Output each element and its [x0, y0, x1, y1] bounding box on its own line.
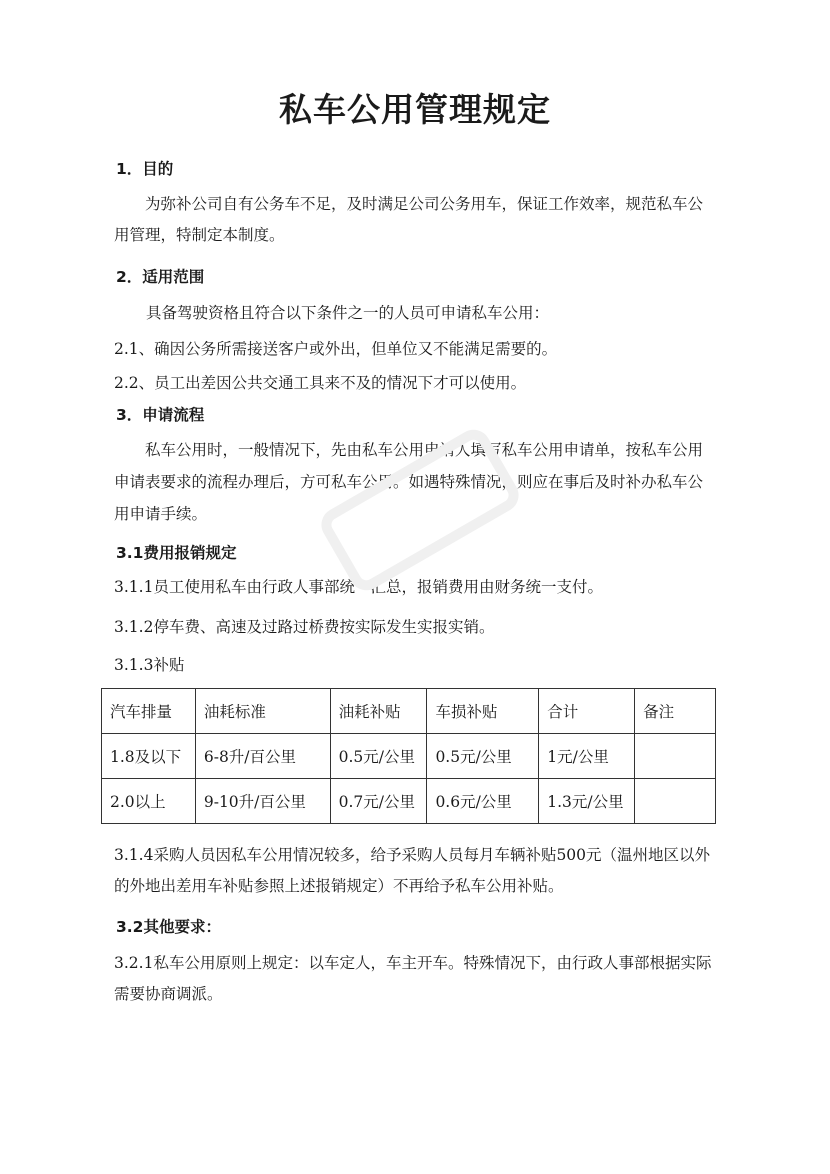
section-1-paragraph: 为弥补公司自有公务车不足，及时满足公司公务用车，保证工作效率，规范私车公用管理，特制定本制度。: [114, 195, 704, 244]
table-cell: 1.8及以下: [102, 734, 196, 779]
table-cell: 0.6元/公里: [427, 779, 539, 824]
table-cell: 0.7元/公里: [330, 779, 427, 824]
section-2-intro: 具备驾驶资格且符合以下条件之一的人员可申请私车公用：: [146, 304, 550, 322]
section-2-heading: 2．适用范围: [116, 268, 205, 286]
table-cell: 9-10升/百公里: [195, 779, 330, 824]
section-3-paragraph: 私车公用时，一般情况下，先由私车公用申请人填写私车公用申请单，按私车公用申请表要求的流程办理后，方可私车公用。如遇特殊情况，则应在事后及时补办私车公用申请手续。: [114, 441, 704, 523]
table-header-cell: 备注: [635, 689, 716, 734]
table-row: [102, 779, 716, 824]
table-header-cell: 汽车排量: [102, 689, 196, 734]
table-row: [102, 734, 716, 779]
section-3-1-2: 3.1.2停车费、高速及过路过桥费按实际发生实报实销。: [114, 618, 495, 636]
section-2-2: 2.2、员工出差因公共交通工具来不及的情况下才可以使用。: [114, 374, 527, 392]
table-header-cell: 合计: [539, 689, 635, 734]
section-3-heading: 3．申请流程: [116, 406, 205, 424]
table-cell: 6-8升/百公里: [195, 734, 330, 779]
table-header-cell: 油耗标准: [195, 689, 330, 734]
section-2-1: 2.1、确因公务所需接送客户或外出，但单位又不能满足需要的。: [114, 340, 558, 358]
table-cell: 2.0以上: [102, 779, 196, 824]
table-cell: [635, 779, 716, 824]
section-1-heading: 1．目的: [116, 160, 174, 178]
section-3-1-1: 3.1.1员工使用私车由行政人事部统一汇总，报销费用由财务统一支付。: [114, 578, 603, 596]
table-cell: 0.5元/公里: [330, 734, 427, 779]
section-3-2-1: 3.2.1私车公用原则上规定：以车定人，车主开车。特殊情况下，由行政人事部根据实际需要协商调派。: [114, 954, 712, 1003]
table-header-cell: 车损补贴: [427, 689, 539, 734]
subsidy-table: [101, 688, 716, 824]
table-header-row: [102, 689, 716, 734]
table-cell: 1元/公里: [539, 734, 635, 779]
table-cell: 1.3元/公里: [539, 779, 635, 824]
section-3-2-heading: 3.2其他要求：: [116, 918, 221, 936]
section-3-1-3: 3.1.3补贴: [114, 656, 185, 674]
page-title: 私车公用管理规定: [279, 90, 551, 129]
table-cell: [635, 734, 716, 779]
table-cell: 0.5元/公里: [427, 734, 539, 779]
section-3-1-heading: 3.1费用报销规定: [116, 544, 237, 562]
section-3-1-4: 3.1.4采购人员因私车公用情况较多，给予采购人员每月车辆补贴500元（温州地区以外的外地出差用车补贴参照上述报销规定）不再给予私车公用补贴。: [114, 846, 711, 895]
table-header-cell: 油耗补贴: [330, 689, 427, 734]
